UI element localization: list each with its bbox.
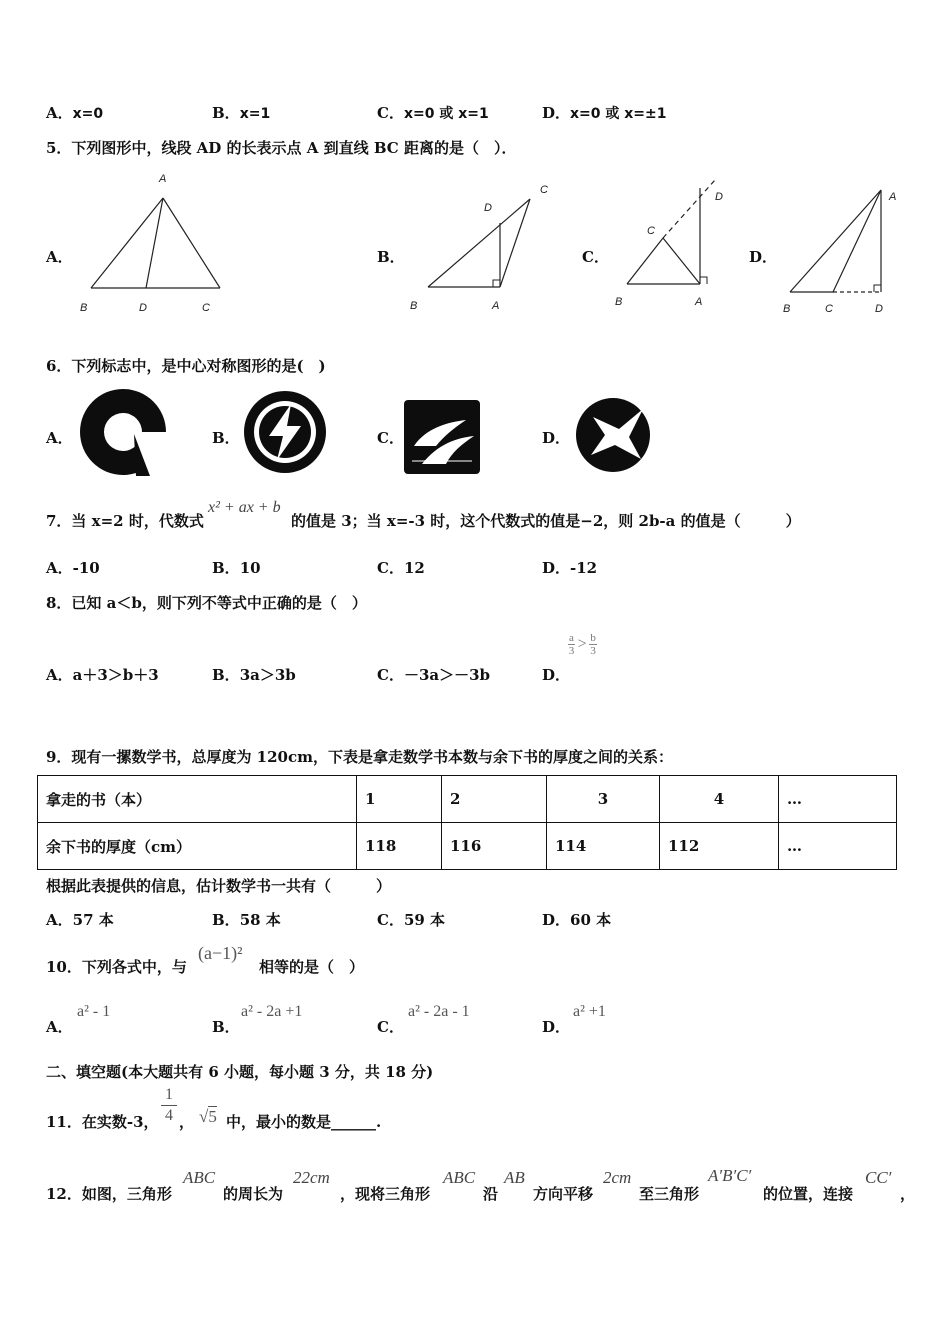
label-d: D: [484, 202, 492, 214]
q12-text-8: ，: [900, 1185, 916, 1203]
q9-after: 根据此表提供的信息，估计数学书一共有（ ）: [46, 877, 392, 895]
label-a: A: [695, 296, 703, 308]
lightning-logo-icon: [243, 390, 327, 474]
q7-expression: x² + ax + b: [208, 499, 281, 516]
q12-text-5: 方向平移: [533, 1185, 594, 1203]
table-cell: 114: [547, 823, 660, 870]
q7-option-a: A．-10: [46, 559, 100, 577]
q9-option-a: A．57 本: [46, 911, 114, 929]
label-b: B: [783, 303, 791, 315]
q12-math-7: CC′: [865, 1168, 892, 1187]
table-cell: 拿走的书（本）: [38, 776, 357, 823]
q11-sqrt: √5: [199, 1107, 217, 1126]
q4-option-a: A．x=0: [46, 104, 104, 122]
label-a: A: [159, 173, 167, 185]
q8-option-c: C．－3a＞－3b: [377, 666, 491, 684]
table-cell: …: [779, 823, 897, 870]
q9-stem: 9．现有一摞数学书，总厚度为 120cm，下表是拿走数学书本数与余下书的厚度之间的关系：: [46, 748, 673, 766]
q10-expression: (a−1)²: [198, 943, 243, 963]
q4-option-d: D．x=0 或 x=±1: [542, 104, 667, 122]
star-logo-icon: [575, 397, 651, 473]
table-cell: 118: [357, 823, 442, 870]
q6-option-d: D．: [542, 429, 571, 447]
q5-figure-a: [75, 168, 235, 318]
q8-d-expression: $\frac{a}{3}$ > $\frac{b}{3}$: [568, 632, 596, 657]
label-a: A: [492, 300, 500, 312]
q7-option-c: C．12: [377, 559, 425, 577]
table-cell: 余下书的厚度（cm）: [38, 823, 357, 870]
label-a: A: [889, 191, 897, 203]
q10-option-d: D．: [542, 1018, 571, 1036]
q11-fraction: 1 4: [161, 1085, 177, 1126]
q8-option-a: A．a＋3＞b＋3: [46, 666, 159, 684]
table-cell: 1: [357, 776, 442, 823]
q12-text-6: 至三角形: [639, 1185, 700, 1203]
q12-math-2: 22cm: [293, 1168, 330, 1187]
q10-option-d-expr: a² +1: [573, 1003, 606, 1020]
q12-text-1: 12．如图，三角形: [46, 1185, 172, 1203]
q5-figure-d: [775, 178, 910, 318]
table-row: [38, 823, 897, 870]
q12-math-3: ABC: [443, 1168, 476, 1187]
q10-option-b-expr: a² - 2a +1: [241, 1003, 303, 1020]
q8-option-d: D．: [542, 666, 571, 684]
q4-option-b: B．x=1: [212, 104, 271, 122]
table-cell: 116: [442, 823, 547, 870]
wave-logo-icon: [404, 400, 480, 474]
q5-option-d: D．: [749, 248, 778, 266]
label-d: D: [875, 303, 883, 315]
q11-stem-part2: 中，最小的数是______.: [226, 1113, 382, 1131]
q10-option-a: A．: [46, 1018, 73, 1036]
q9-table: [37, 775, 897, 870]
q10-option-c: C．: [377, 1018, 404, 1036]
q12-text-4: 沿: [483, 1185, 499, 1203]
q8-option-b: B．3a＞3b: [212, 666, 296, 684]
label-b: B: [410, 300, 418, 312]
q10-option-b: B．: [212, 1018, 240, 1036]
q10-stem-part2: 相等的是（ ）: [259, 958, 365, 976]
q10-stem-part1: 10．下列各式中，与: [46, 958, 187, 976]
q7-stem-part1: 7．当 x=2 时，代数式: [46, 512, 204, 530]
table-cell: 2: [442, 776, 547, 823]
q5-figure-b: [400, 175, 560, 320]
label-d: D: [139, 302, 147, 314]
label-c: C: [825, 303, 833, 315]
table-row: [38, 776, 897, 823]
q10-option-c-expr: a² - 2a - 1: [408, 1003, 470, 1020]
q5-option-b: B．: [377, 248, 405, 266]
q10-option-a-expr: a² - 1: [77, 1003, 111, 1020]
q7-option-d: D．-12: [542, 559, 598, 577]
label-c: C: [202, 302, 210, 314]
section2-title: 二、填空题(本大题共有 6 小题，每小题 3 分，共 18 分): [46, 1063, 434, 1081]
q12-text-3: ，现将三角形: [340, 1185, 431, 1203]
q9-option-d: D．60 本: [542, 911, 612, 929]
q6-option-b: B．: [212, 429, 240, 447]
table-cell: 112: [660, 823, 779, 870]
q7-option-b: B．10: [212, 559, 261, 577]
q5-stem: 5．下列图形中，线段 AD 的长表示点 A 到直线 BC 距离的是（ ）．: [46, 139, 517, 157]
label-b: B: [80, 302, 88, 314]
label-d: D: [715, 191, 723, 203]
label-c: C: [647, 225, 655, 237]
q11-stem-part1: 11．在实数-3，: [46, 1113, 159, 1131]
q8-stem: 8．已知 a＜b，则下列不等式中正确的是（ ）: [46, 594, 367, 612]
table-cell: 4: [660, 776, 779, 823]
q6-option-c: C．: [377, 429, 404, 447]
q12-math-5: 2cm: [603, 1168, 632, 1187]
label-b: B: [615, 296, 623, 308]
q9-option-b: B．58 本: [212, 911, 281, 929]
q12-text-7: 的位置，连接: [763, 1185, 854, 1203]
q5-option-a: A．: [46, 248, 73, 266]
q6-stem: 6．下列标志中，是中心对称图形的是( ): [46, 357, 326, 375]
q7-stem-part2: 的值是 3；当 x=-3 时，这个代数式的值是−2，则 2b-a 的值是（ ）: [291, 512, 801, 530]
q11-separator: ，: [179, 1113, 195, 1131]
table-cell: …: [779, 776, 897, 823]
q5-option-c: C．: [582, 248, 609, 266]
q12-math-4: AB: [504, 1168, 525, 1187]
q12-math-6: A′B′C′: [708, 1166, 752, 1185]
q5-figure-c: [605, 172, 735, 317]
q9-option-c: C．59 本: [377, 911, 446, 929]
q4-option-c: C．x=0 或 x=1: [377, 104, 489, 122]
q12-text-2: 的周长为: [223, 1185, 284, 1203]
label-c: C: [540, 184, 548, 196]
ring-logo-icon: [78, 388, 168, 476]
q12-math-1: ABC: [183, 1168, 216, 1187]
table-cell: 3: [547, 776, 660, 823]
q6-option-a: A．: [46, 429, 73, 447]
